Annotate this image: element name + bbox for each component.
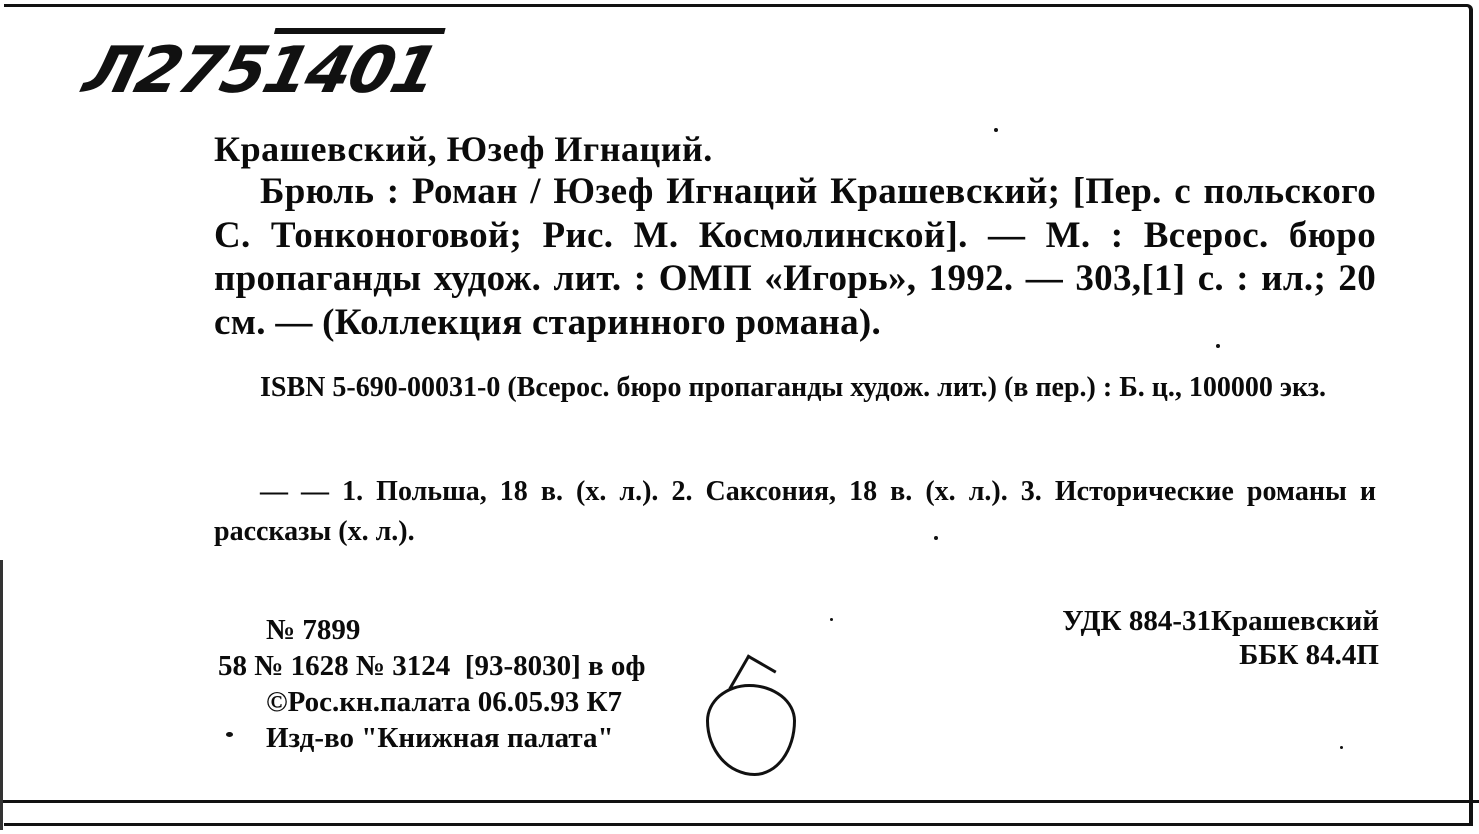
subject-headings — [214, 472, 1376, 552]
print-speck — [934, 536, 938, 540]
print-speck — [1340, 746, 1343, 749]
description-text: Брюль : Роман / Юзеф Игнаций Крашевский; [Пер. с польского С. Тонконоговой; Рис. М. Космолинской]. — М. : Всерос. бюро пропаганды худож. лит. : ОМП «Игорь», 1992. — 303,[1] с. : ил.; 20 см. — (Коллекция старинного романа). — [214, 171, 1376, 343]
bibliographic-description — [214, 170, 1376, 344]
registration-line-3: ©Рос.кн.палата 06.05.93 К7 — [266, 686, 623, 718]
call-number-prefix: Л275 — [76, 34, 274, 108]
udk-code: УДК 884-31Крашевский — [1062, 605, 1379, 637]
bbk-code: ББК 84.4П — [1239, 639, 1379, 671]
registration-block — [218, 612, 645, 756]
author-heading: Крашевский, Юзеф Игнаций. — [214, 129, 713, 169]
registration-line-2: 58 № 1628 № 3124 [93-8030] в оф — [218, 650, 646, 682]
registration-line-1: № 7899 — [266, 614, 361, 646]
isbn-line — [214, 368, 1376, 408]
isbn-text: ISBN 5-690-00031-0 (Всерос. бюро пропаганды худож. лит.) (в пер.) : Б. ц., 100000 экз. — [260, 372, 1326, 403]
registration-line-4: Изд-во "Книжная палата" — [266, 722, 614, 754]
card-bottom-edge — [0, 800, 1479, 803]
print-speck — [226, 732, 233, 737]
call-number-suffix: 1401 — [255, 34, 445, 108]
print-speck — [1216, 344, 1220, 348]
handwritten-call-number — [77, 34, 444, 108]
subjects-text: — — 1. Польша, 18 в. (х. л.). 2. Саксония, 18 в. (х. л.). 3. Исторические романы и рассказы (х. л.). — [214, 476, 1376, 547]
card-left-edge — [0, 560, 3, 830]
classification-block — [1062, 604, 1379, 672]
print-speck — [830, 618, 833, 621]
print-speck — [994, 128, 998, 132]
